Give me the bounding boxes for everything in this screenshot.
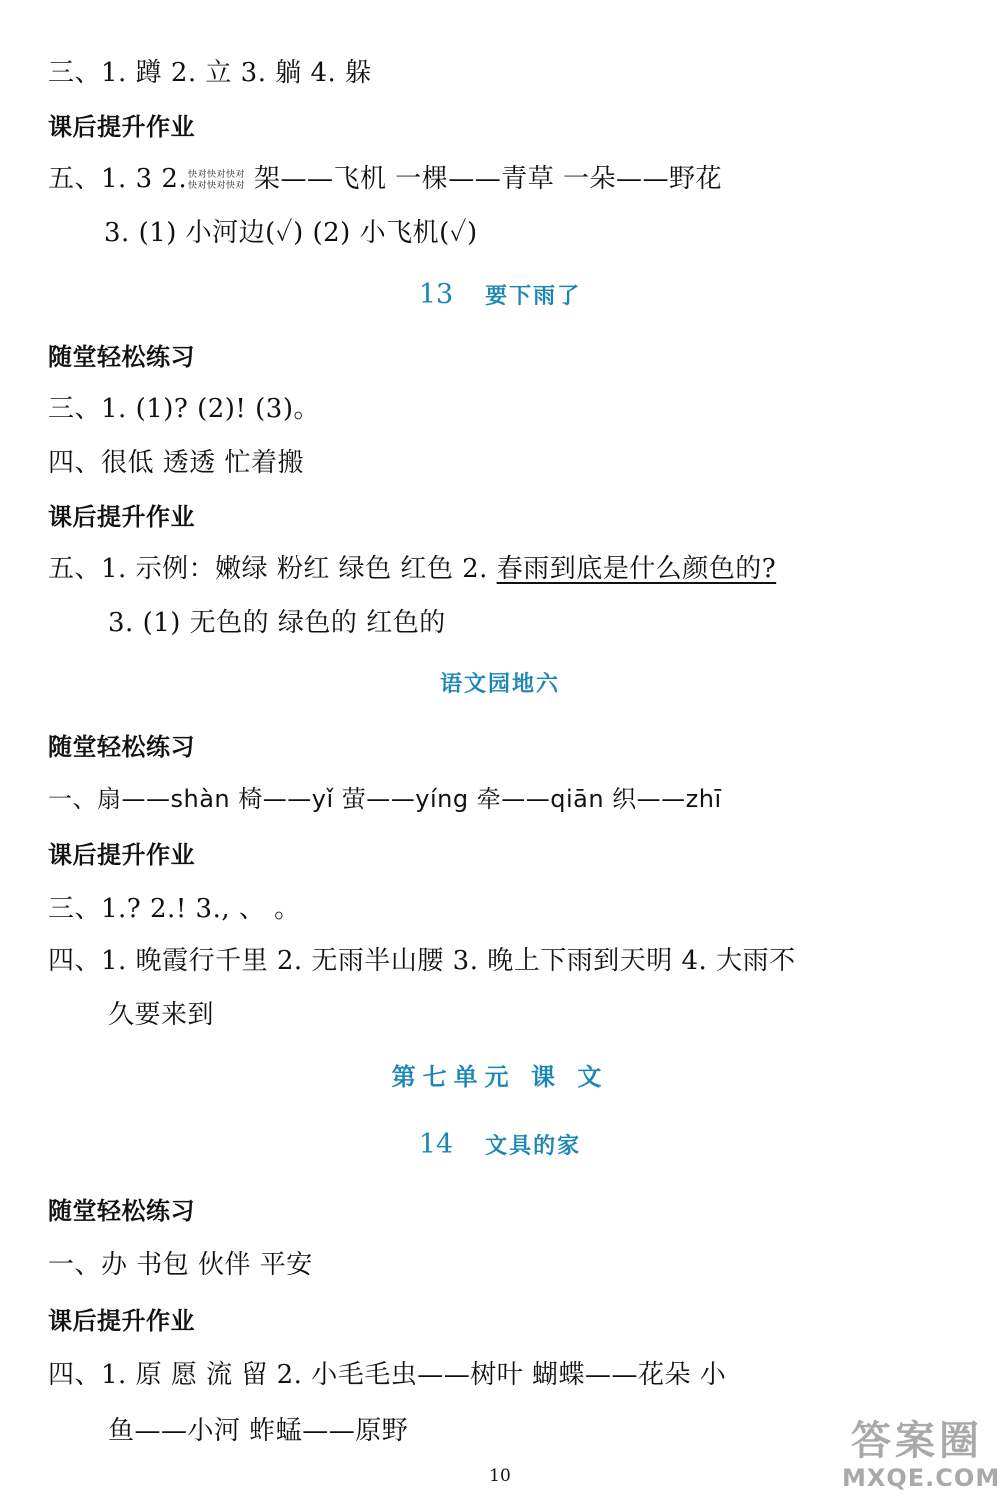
section-label: 课后提升作业 (48, 841, 195, 869)
small-print-text: 快对快对快对 (187, 181, 245, 191)
answer-line: 一、扇——shàn 椅——yǐ 萤——yíng 牵——qiān 织——zhī (48, 785, 722, 813)
answer-line: 四、很低 透透 忙着搬 (48, 448, 305, 478)
lesson-heading (0, 278, 1000, 315)
section-label: 课后提升作业 (48, 503, 195, 531)
lesson-number: 13 (418, 279, 454, 310)
answer-text: 五、1. 示例：嫩绿 粉红 绿色 红色 2. (48, 554, 497, 584)
unit-heading (0, 1060, 1000, 1097)
section-label: 课后提升作业 (48, 113, 195, 141)
watermark-url: MXQE.COM (842, 1464, 1000, 1492)
heading-title: 语文园地六 (439, 672, 560, 697)
heading-title: 第七单元 课 文 (391, 1063, 609, 1091)
answer-text: 架——飞机 一棵——青草 一朵——野花 (253, 164, 722, 194)
lesson-title: 文具的家 (485, 1134, 582, 1159)
watermark-logo (842, 1418, 1000, 1502)
answer-line: 三、1.? 2.! 3., 、 。 (48, 894, 301, 924)
section-label: 课后提升作业 (48, 1307, 195, 1335)
unit-heading (0, 668, 1000, 703)
page-number: 10 (489, 1466, 511, 1486)
section-label: 随堂轻松练习 (48, 1197, 195, 1225)
answer-line: 鱼——小河 蚱蜢——原野 (108, 1416, 409, 1446)
answer-line: 三、1. 蹲 2. 立 3. 躺 4. 躲 (48, 58, 372, 88)
section-label: 随堂轻松练习 (48, 343, 195, 371)
answer-line: 四、1. 晚霞行千里 2. 无雨半山腰 3. 晚上下雨到天明 4. 大雨不 (48, 946, 796, 976)
lesson-title: 要下雨了 (485, 284, 582, 309)
lesson-heading (0, 1128, 1000, 1165)
answer-line: 久要来到 (108, 1000, 215, 1030)
answer-line: 一、办 书包 伙伴 平安 (48, 1250, 313, 1280)
answer-text: 五、1. 3 2. (48, 164, 196, 194)
answer-line: 四、1. 原 愿 流 留 2. 小毛毛虫——树叶 蝴蝶——花朵 小 (48, 1360, 727, 1390)
answer-line (48, 162, 722, 196)
underlined-answer: 春雨到底是什么颜色的? (496, 554, 777, 584)
watermark-text: 答案圈 (851, 1418, 983, 1464)
small-print-overlay (188, 166, 254, 194)
section-label: 随堂轻松练习 (48, 733, 195, 761)
answer-line: 3. (1) 小河边(✓) (2) 小飞机(✓) (104, 218, 478, 248)
answer-line: 三、1. (1)? (2)! (3)。 (48, 394, 320, 424)
answer-line: 3. (1) 无色的 绿色的 红色的 (108, 608, 446, 638)
answer-line (48, 552, 776, 586)
small-print-text: 快对快对快对 (187, 170, 245, 180)
lesson-number: 14 (418, 1129, 454, 1160)
